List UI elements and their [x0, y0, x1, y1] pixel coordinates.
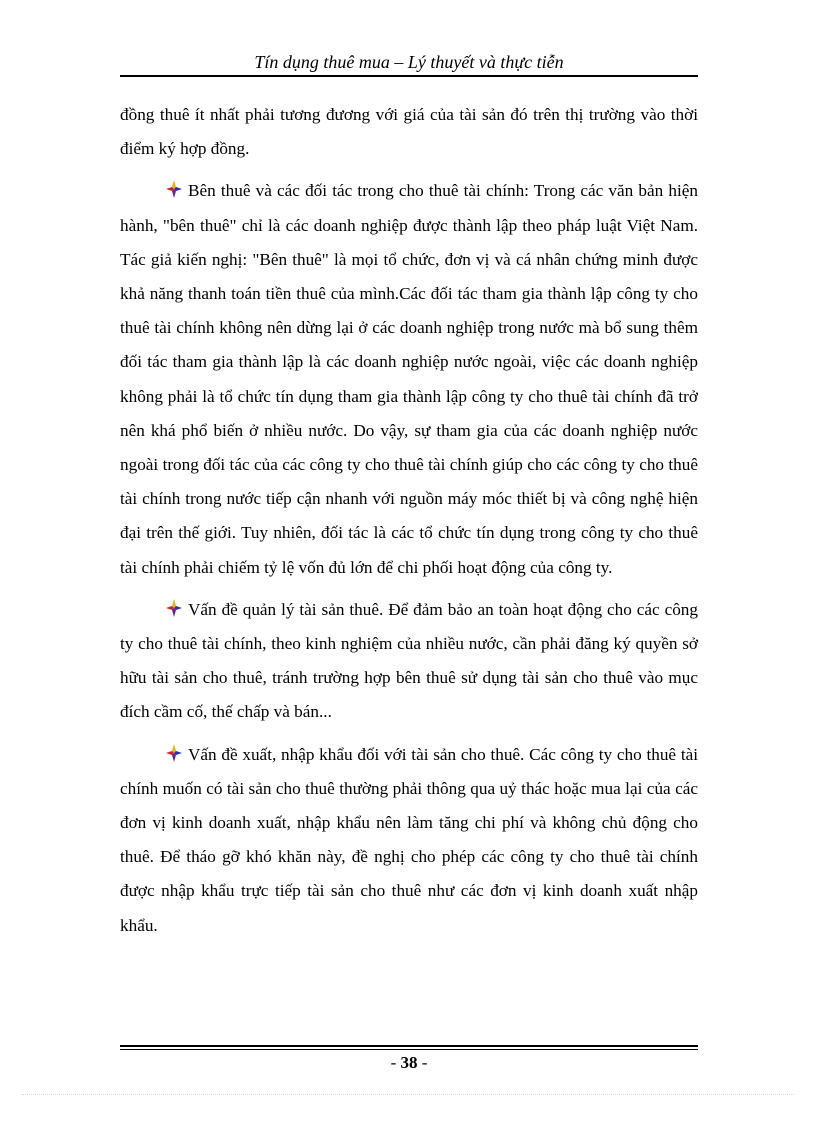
paragraph-continuation: [120, 98, 698, 166]
page-number-suffix: -: [417, 1053, 428, 1072]
footer-divider-thick: [120, 1045, 698, 1047]
page-number: [120, 1050, 698, 1076]
four-point-star-bullet-icon: [166, 740, 182, 758]
paragraph-text: Bên thuê và các đối tác trong cho thuê tài chính: Trong các văn bản hiện hành, "bên thuê" chỉ là các doanh nghiệp được thành lập theo pháp luật Việt Nam. Tác giả kiến nghị: "Bên thuê" là mọi tổ chức, đơn vị và cá nhân chứng minh được khả năng thanh toán tiền thuê của mình.Các đối tác tham gia thành lập công ty cho thuê tài chính không nên dừng lại ở các doanh nghiệp trong nước mà bổ sung thêm đối tác tham gia thành lập là các doanh nghiệp nước ngoài, việc các doanh nghiệp không phải là tổ chức tín dụng tham gia thành lập công ty cho thuê tài chính đã trở nên khá phổ biến ở nhiều nước. Do vậy, sự tham gia của các doanh nghiệp nước ngoài trong đối tác của các công ty cho thuê tài chính giúp cho các công ty cho thuê tài chính trong nước tiếp cận nhanh với nguồn máy móc thiết bị và công nghệ hiện đại trên thế giới. Tuy nhiên, đối tác là các tổ chức tín dụng trong công ty cho thuê tài chính phải chiếm tỷ lệ vốn đủ lớn để chi phối hoạt động của công ty.: [120, 181, 698, 577]
header-divider: [120, 75, 698, 77]
paragraph-text: Vấn đề xuất, nhập khẩu đối với tài sản cho thuê. Các công ty cho thuê tài chính muốn có tài sản cho thuê thường phải thông qua uỷ thác hoặc mua lại của các đơn vị kinh doanh xuất, nhập khẩu nên làm tăng chi phí và không chủ động cho thuê. Để tháo gỡ khó khăn này, đề nghị cho phép các công ty cho thuê tài chính được nhập khẩu trực tiếp tài sản cho thuê như các đơn vị kinh doanh xuất nhập khẩu.: [120, 744, 698, 935]
paragraph-text: đồng thuê ít nhất phải tương đương với giá của tài sản đó trên thị trường vào thời điểm ký hợp đồng.: [120, 105, 698, 159]
paragraph-text: Vấn đề quản lý tài sản thuê. Để đảm bảo an toàn hoạt động cho các công ty cho thuê tài chính, theo kinh nghiệm của nhiều nước, cần phải đăng ký quyền sở hữu tài sản cho thuê, tránh trường hợp bên thuê sử dụng tài sản cho thuê vào mục đích cầm cố, thế chấp và bán...: [120, 599, 698, 722]
four-point-star-bullet-icon: [166, 595, 182, 613]
page-number-prefix: -: [390, 1053, 401, 1072]
page-edge-guide: [22, 1094, 794, 1095]
paragraph-asset-management: [120, 593, 698, 730]
document-body: [120, 98, 698, 951]
paragraph-lessee-partners: [120, 174, 698, 584]
paragraph-import-export: [120, 738, 698, 943]
page-number-value: 38: [400, 1053, 418, 1072]
four-point-star-bullet-icon: [166, 176, 182, 194]
running-header: Tín dụng thuê mua – Lý thuyết và thực tiễn: [254, 52, 564, 72]
